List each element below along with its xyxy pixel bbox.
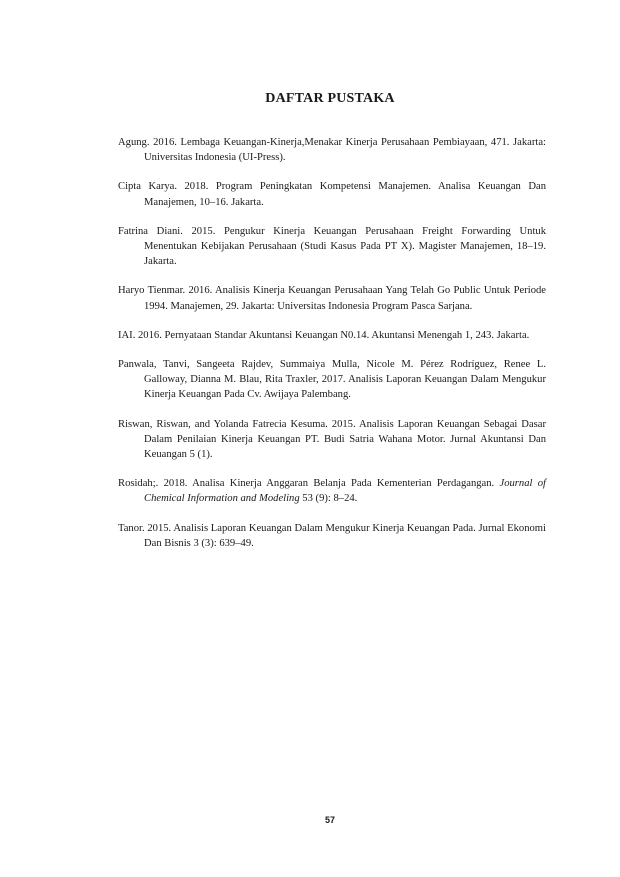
journal-title: Journal of Chemical Information and Modeling (144, 478, 546, 505)
reference-list (118, 135, 546, 565)
reference-entry: IAI. 2016. Pernyataan Standar Akuntansi Keuangan N0.14. Akuntansi Menengah 1, 243. Jakarta. (118, 329, 530, 341)
page-title: DAFTAR PUSTAKA (265, 91, 395, 106)
reference-entry: Fatrina Diani. 2015. Pengukur Kinerja Keuangan Perusahaan Freight Forwarding Untuk Menentukan Kebijakan Perusahaan (Studi Kasus Pada PT X). Magister Manajemen, 18–19. Jakarta. (118, 225, 546, 268)
reference-entry: Tanor. 2015. Analisis Laporan Keuangan Dalam Mengukur Kinerja Keuangan Pada. Jurnal Ekonomi Dan Bisnis 3 (3): 639–49. (118, 522, 546, 549)
reference-entry: Agung. 2016. Lembaga Keuangan-Kinerja,Menakar Kinerja Perusahaan Pembiayaan, 471. Jakarta: Universitas Indonesia (UI-Press). (118, 137, 546, 164)
reference-entry: Panwala, Tanvi, Sangeeta Rajdev, Summaiya Mulla, Nicole M. Pérez Rodríguez, Renee L. Galloway, Dianna M. Blau, Rita Traxler, 2017. Analisis Laporan Keuangan Dalam Mengukur Kinerja Keuangan Pada Cv. Awijaya Palembang. (118, 359, 546, 401)
page-number: 57 (324, 815, 335, 825)
reference-entry: Cipta Karya. 2018. Program Peningkatan Kompetensi Manajemen. Analisa Keuangan Dan Manajemen, 10–16. Jakarta. (118, 181, 546, 208)
reference-entry: Riswan, Riswan, and Yolanda Fatrecia Kesuma. 2015. Analisis Laporan Keuangan Sebagai Dasar Dalam Penilaian Kinerja Keuangan PT. Budi Satria Wahana Motor. Jurnal Akuntansi Dan Keuangan 5 (1). (118, 418, 546, 461)
reference-text: 53 (9): 8–24. (299, 493, 358, 505)
reference-text: Rosidah;. 2018. Analisa Kinerja Anggaran Belanja Pada Kementerian Perdagangan. (118, 478, 500, 490)
reference-entry: Haryo Tienmar. 2016. Analisis Kinerja Keuangan Perusahaan Yang Telah Go Public Untuk Periode 1994. Manajemen, 29. Jakarta: Universitas Indonesia Program Pasca Sarjana. (118, 285, 546, 312)
reference-entry (118, 476, 546, 506)
